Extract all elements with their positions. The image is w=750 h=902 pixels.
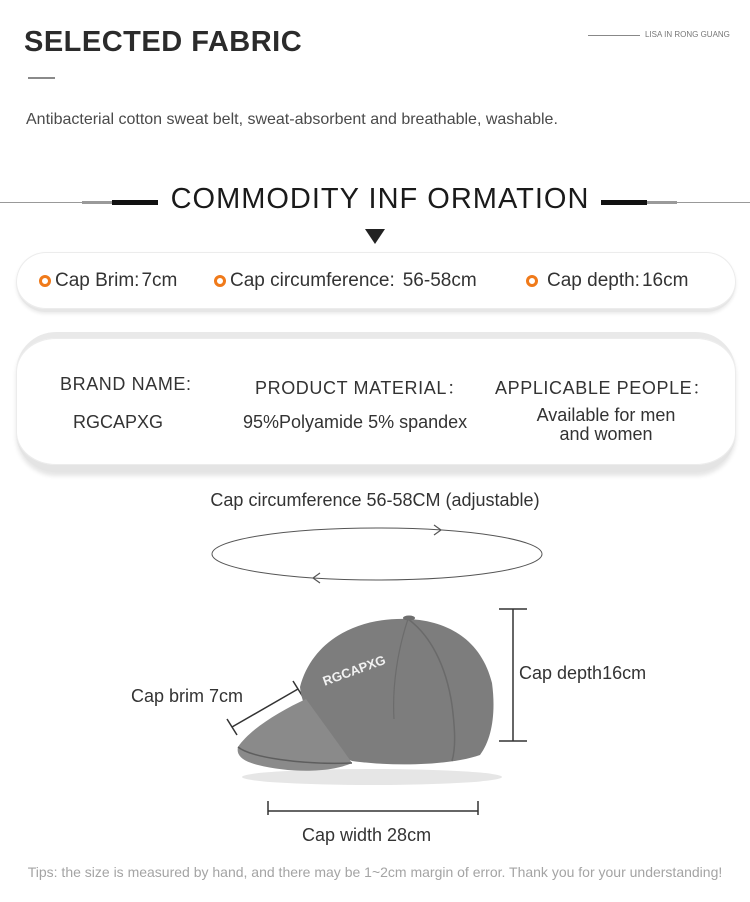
heading-line-right	[677, 202, 750, 203]
spec-circumference	[214, 270, 477, 292]
brim-tick-a	[227, 719, 237, 735]
spec-depth	[526, 270, 688, 292]
section-title: SELECTED FABRIC	[24, 26, 303, 58]
spec-label: Cap Brim:	[55, 270, 140, 291]
people-label: APPLICABLE PEOPLE：	[495, 378, 711, 398]
bullet-icon	[214, 275, 226, 287]
title-underline	[28, 77, 55, 79]
spec-value: 16cm	[641, 270, 689, 291]
heading-bar-left	[82, 201, 112, 204]
brand-tag: LISA IN RONG GUANG	[645, 30, 730, 39]
down-arrow-icon	[365, 229, 385, 244]
spec-value: 56-58cm	[402, 270, 477, 291]
heading-accent-left	[112, 200, 158, 205]
circumference-ellipse	[212, 528, 542, 580]
brim-label: Cap brim 7cm	[131, 686, 244, 706]
people-line-1: Available for men	[536, 405, 676, 425]
brand-name-label: BRAND NAME:	[60, 374, 192, 394]
commodity-heading: COMMODITY INF ORMATION	[170, 183, 590, 215]
heading-accent-right	[601, 200, 647, 205]
people-line-2: and women	[559, 424, 653, 444]
depth-label: Cap depth16cm	[519, 663, 647, 683]
heading-line-left	[0, 202, 82, 203]
spec-label: Cap depth:	[547, 270, 640, 291]
spec-label: Cap circumference:	[230, 270, 395, 291]
cap-logo: RGCAPXG	[320, 652, 388, 689]
brand-name-value: RGCAPXG	[73, 412, 164, 432]
width-label: Cap width 28cm	[302, 825, 432, 845]
brand-divider	[588, 35, 640, 36]
spec-value: 7cm	[141, 270, 178, 291]
circumference-label: Cap circumference 56-58CM (adjustable)	[210, 490, 540, 510]
bullet-icon	[526, 275, 538, 287]
bullet-icon	[39, 275, 51, 287]
fabric-description: Antibacterial cotton sweat belt, sweat-absorbent and breathable, washable.	[26, 111, 558, 128]
measurement-tips: Tips: the size is measured by hand, and there may be 1~2cm margin of error. Thank you for your understanding!	[27, 864, 723, 880]
heading-bar-right	[647, 201, 677, 204]
people-value	[520, 406, 692, 444]
material-label: PRODUCT MATERIAL：	[255, 378, 466, 398]
product-info-card	[16, 332, 736, 472]
spec-brim	[39, 270, 177, 292]
material-value: 95%Polyamide 5% spandex	[243, 412, 468, 432]
